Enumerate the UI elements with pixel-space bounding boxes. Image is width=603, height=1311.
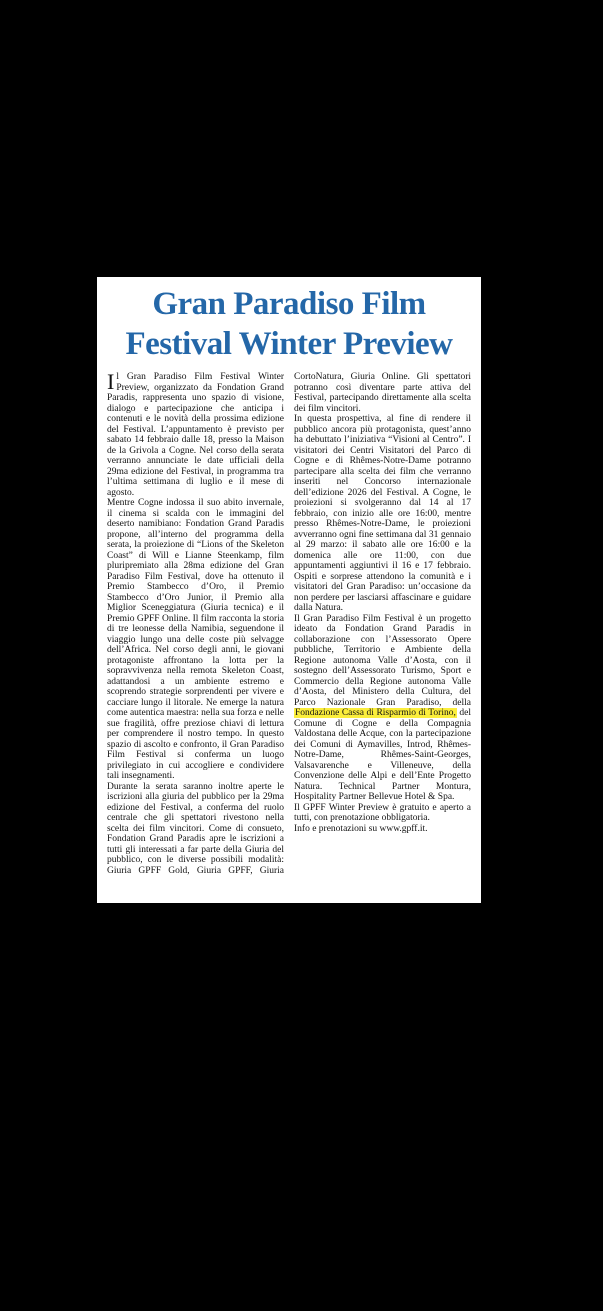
article-paragraph: In questa prospettiva, al fine di rendere il pubblico ancora più protagonista, quest’anno ha debuttato l’iniziativa “Visioni al Centro”. I visitatori dei Centri Visitatori del Parco di Cogne e di Rhêmes-Notre-Dame potranno partecipare alla scelta dei film che verranno inseriti nel Concorso internazionale dell’edizione 2026 del Festival. A Cogne, le proiezioni si svolgeranno dal 14 al 17 febbraio, con inizio alle ore 16:00, mentre presso Rhêmes-Notre-Dame, le proiezioni avverranno ogni fine settimana dal 31 gennaio al 29 marzo: il sabato alle ore 16:00 e la domenica alle ore 11:00, con due appuntamenti aggiuntivi il 16 e 17 febbraio. Ospiti e sorprese attendono la comunità e i visitatori del Gran Paradiso: un’occasione da non perdere per lasciarsi affascinare e guidare dalla Natura. [294, 414, 471, 613]
article-title [107, 284, 471, 364]
highlighted-text: Fondazione Cassa di Risparmio di Torino, [295, 708, 456, 718]
article-paragraph: Mentre Cogne indossa il suo abito invernale, il cinema si scalda con le immagini del deserto namibiano: Fondation Grand Paradis propone, all’interno del programma della serata, la proiezione di “Lions of the Skeleton Coast” di Will e Lianne Steenkamp, film pluripremiato alla 28ma edizione del Gran Paradiso Film Festival, dove ha ottenuto il Premio Stambecco d’Oro, il Premio Stambecco d’Oro Junior, il Premio alla Miglior Sceneggiatura (Giuria tecnica) e il Premio GPFF Online. Il film racconta la storia di tre leonesse della Namibia, seguendone il viaggio lungo una delle coste più selvagge dell’Africa. Nel corso degli anni, le giovani protagoniste affrontano la lotta per la sopravvivenza nella remota Skeleton Coast, adattandosi a un ambiente estremo e scoprendo strategie sorprendenti per vivere e cacciare lungo il litorale. Ne emerge la natura come autentica maestra: nella sua forza e nelle sue fragilità, offre preziose chiavi di lettura per comprendere il nostro tempo. In questo spazio di ascolto e confronto, il Gran Paradiso Film Festival si conferma un luogo privilegiato in cui accogliere e condividere tali insegnamenti. [107, 498, 284, 781]
article-paragraph: Durante la serata saranno inoltre aperte le iscrizioni alla giuria del pubblico per la 29ma edizione del Festival, a conferma del ruolo centrale che gli spettatori rivestono nella scelta dei film vincitori. Come di consueto, Fondation Grand Paradis apre le iscrizioni a tutti gli interessati a far parte della Giuria del pubblico, con le diverse possibili modalità: Giuria GPFF Gold, Giuria GPFF, Giuria CortoNatura, Giuria Online. Gli spettatori potranno così diventare parte attiva del Festival, partecipando direttamente alla scelta dei film vincitori. [107, 372, 471, 876]
article-title-line-1: Gran Paradiso Film [152, 286, 426, 322]
article-card [97, 277, 481, 903]
article-paragraph: Info e prenotazioni su www.gpff.it. [294, 823, 428, 834]
article-body [107, 369, 472, 876]
article-title-line-2: Festival Winter Preview [125, 326, 453, 362]
article-paragraph: Il Gran Paradiso Film Festival Winter Preview, organizzato da Fondation Grand Paradis, rappresenta uno spazio di visione, dialogo e partecipazione che anticipa i contenuti e le novità della prossima edizione del Festival. L’appuntamento è previsto per sabato 14 febbraio dalle 18, presso la Maison de la Grivola a Cogne. Nel corso della serata verranno annunciate le date ufficiali della 29ma edizione del Festival, in programma tra l’ultima settimana di luglio e il mese di agosto. [107, 369, 284, 498]
article-paragraph: Il GPFF Winter Preview è gratuito e aperto a tutti, con prenotazione obbligatoria. [294, 802, 471, 823]
article-paragraph: Il Gran Paradiso Film Festival è un progetto ideato da Fondation Grand Paradis in collaborazione con l’Assessorato Opere pubbliche, Territorio e Ambiente della Regione autonoma Valle d’Aosta, con il sostegno dell’Assessorato Turismo, Sport e Commercio della Regione autonoma Valle d’Aosta, del Ministero della Cultura, del Parco Nazionale Gran Paradiso, della Fondazione Cassa di Risparmio di Torino, del Comune di Cogne e della Compagnia Valdostana delle Acque, con la partecipazione dei Comuni di Aymavilles, Introd, Rhêmes-Notre-Dame, Rhêmes-Saint-Georges, Valsavarenche e Villeneuve, della Convenzione delle Alpi e dell’Ente Progetto Natura. Technical Partner Montura, Hospitality Partner Bellevue Hotel & Spa. [294, 613, 472, 802]
